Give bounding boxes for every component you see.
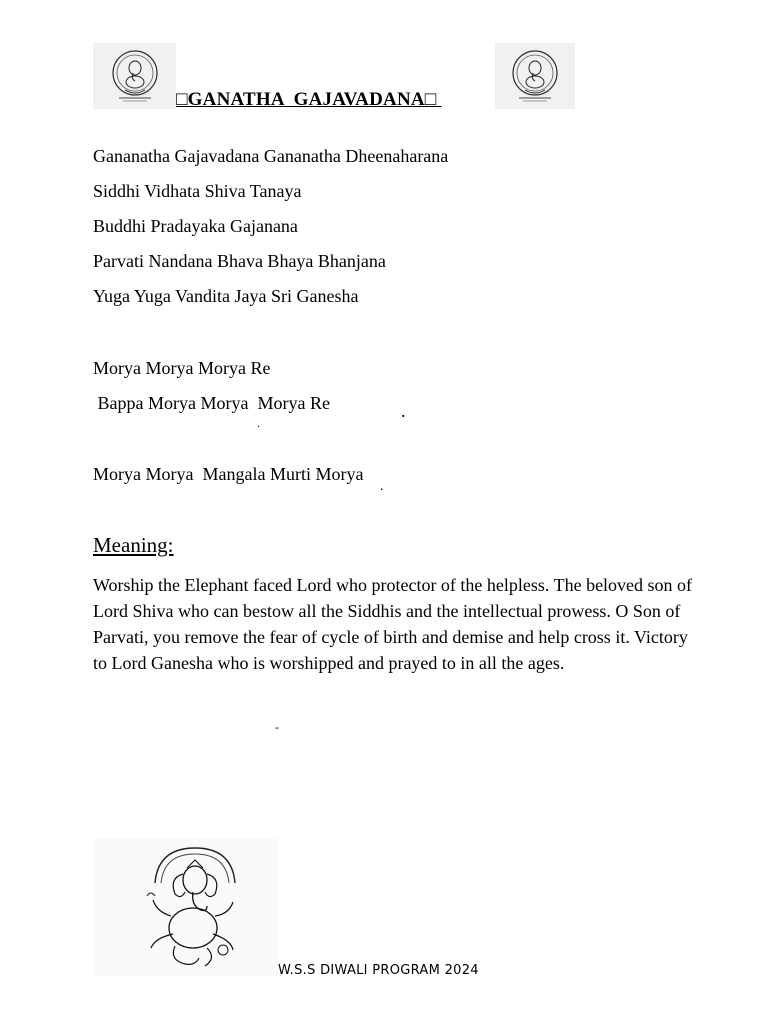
stray-dot: . — [401, 401, 406, 421]
stray-dot: . — [257, 416, 260, 430]
ganesha-seal-icon — [505, 46, 565, 106]
ganesha-illustration — [95, 838, 278, 976]
ganesha-drawing-icon — [95, 838, 278, 976]
meaning-heading: Meaning: — [93, 533, 174, 557]
verse-line: Yuga Yuga Vandita Jaya Sri Ganesha — [93, 286, 359, 306]
ganesha-logo-left — [93, 43, 176, 109]
verse-line: Gananatha Gajavadana Gananatha Dheenaharana — [93, 146, 449, 166]
stray-dot: - — [275, 720, 279, 734]
chorus-line: Bappa Morya Morya Morya Re — [93, 393, 330, 413]
ganesha-seal-icon — [105, 46, 165, 106]
verse-line: Buddhi Pradayaka Gajanana — [93, 216, 298, 236]
chorus-line: Morya Morya Morya Re — [93, 358, 271, 378]
document-title: □GANATHA GAJAVADANA□ — [176, 89, 442, 110]
footer-text: W.S.S DIWALI PROGRAM 2024 — [278, 963, 479, 978]
stray-dot: . — [380, 479, 384, 494]
chorus-line: Morya Morya Mangala Murti Morya — [93, 464, 364, 484]
meaning-paragraph: Worship the Elephant faced Lord who protector of the helpless. The beloved son of Lord Shiva who can bestow all the Siddhis and the intellectual prowess. O Son of Parvati, you remove the fear of cycle of birth and demise and help cross it. Victory to Lord Ganesha who is worshipped and prayed to in all the ages. — [93, 575, 693, 673]
verse-line: Parvati Nandana Bhava Bhaya Bhanjana — [93, 251, 386, 271]
verse-line: Siddhi Vidhata Shiva Tanaya — [93, 181, 302, 201]
ganesha-logo-right — [495, 43, 575, 109]
